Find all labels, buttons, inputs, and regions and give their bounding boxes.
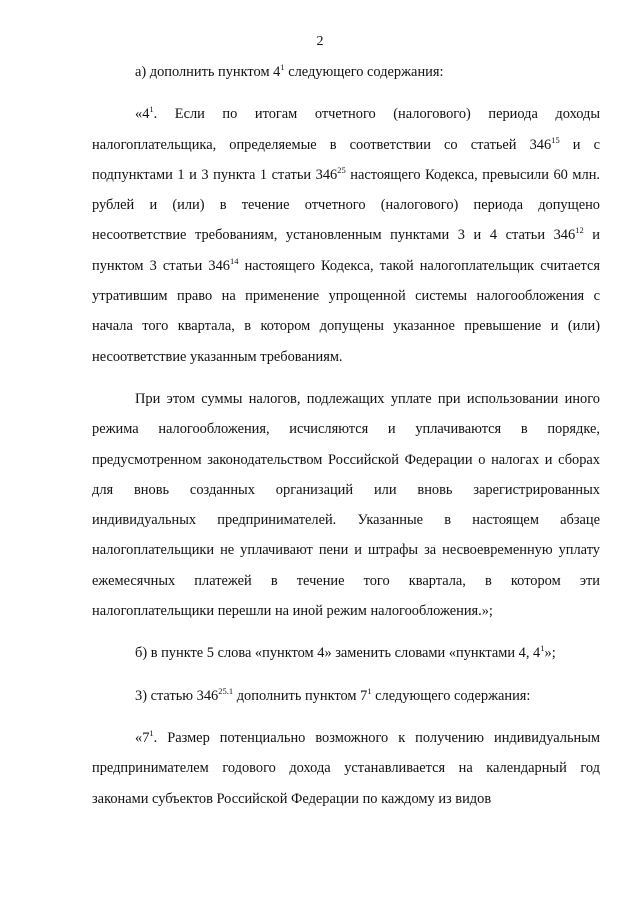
text-run: и с подпунктами 1 и 3 пункта 1 статьи 346 [92,136,600,183]
superscript: 25 [337,164,346,175]
page-number: 2 [316,34,324,49]
text-run: . Если по итогам отчетного (налогового) периода доходы налогоплательщика, определяемые в соответствии со статьей 346 [92,106,600,153]
text-run: следующего содержания: [284,64,444,80]
superscript: 1 [149,104,154,115]
text-run: а) дополнить пунктом 4 [135,64,281,80]
text-run: настоящего Кодекса, превысили 60 млн. рублей и (или) в течение отчетного (налогового) периода допущено несоответствие требованиям, установленным пунктами 3 и 4 статьи 346 [92,166,601,244]
paragraph-b [92,638,600,668]
text-run: «4 [135,106,150,123]
text-run: При этом суммы налогов, подлежащих уплате при использовании иного режима налогообложения, исчисляются и уплачиваются в порядке, предусмотренном законодательством Российской Федерации о налогах и сборах для вновь созданных организаций или вновь зарегистрированных индивидуальных предпринимателей. Указанные в настоящем абзаце налогоплательщики не уплачивают пени и штрафы за несвоевременную уплату ежемесячных платежей в течение того квартала, в котором эти налогоплательщики перешли на иной режим налогообложения.»; [92,390,600,620]
text-run: . Размер потенциально возможного к получению индивидуальным предпринимателем годового дохода устанавливается на календарный год законами субъектов Российской Федерации по каждому из видов [92,729,600,807]
text-run: дополнить пунктом 7 [233,687,368,704]
text-run: »; [544,645,556,662]
superscript: 1 [367,685,372,696]
superscript: 25.1 [218,685,234,696]
superscript: 1 [540,643,545,654]
document-body [92,57,600,814]
superscript: 15 [551,134,560,145]
superscript: 14 [230,255,239,266]
superscript: 1 [149,727,154,738]
superscript: 12 [575,225,584,236]
paragraph-taxes [92,384,600,626]
text-run: «7 [135,729,150,746]
paragraph-7-1 [92,723,600,814]
text-run: следующего содержания: [371,687,531,704]
text-run: и пунктом 3 статьи 346 [92,227,600,274]
superscript: 1 [280,62,285,72]
paragraph-3 [92,681,600,711]
text-run: 3) статью 346 [135,687,219,704]
paragraph-a [92,57,600,87]
text-run: настоящего Кодекса, такой налогоплательщик считается утратившим право на применение упрощенной системы налогообложения с начала того квартала, в котором допущены указанное превышение и (или) несоответствие указанным требованиям. [92,257,600,365]
text-run: б) в пункте 5 слова «пунктом 4» заменить словами «пунктами 4, 4 [135,645,541,662]
paragraph-4-1 [92,99,600,372]
